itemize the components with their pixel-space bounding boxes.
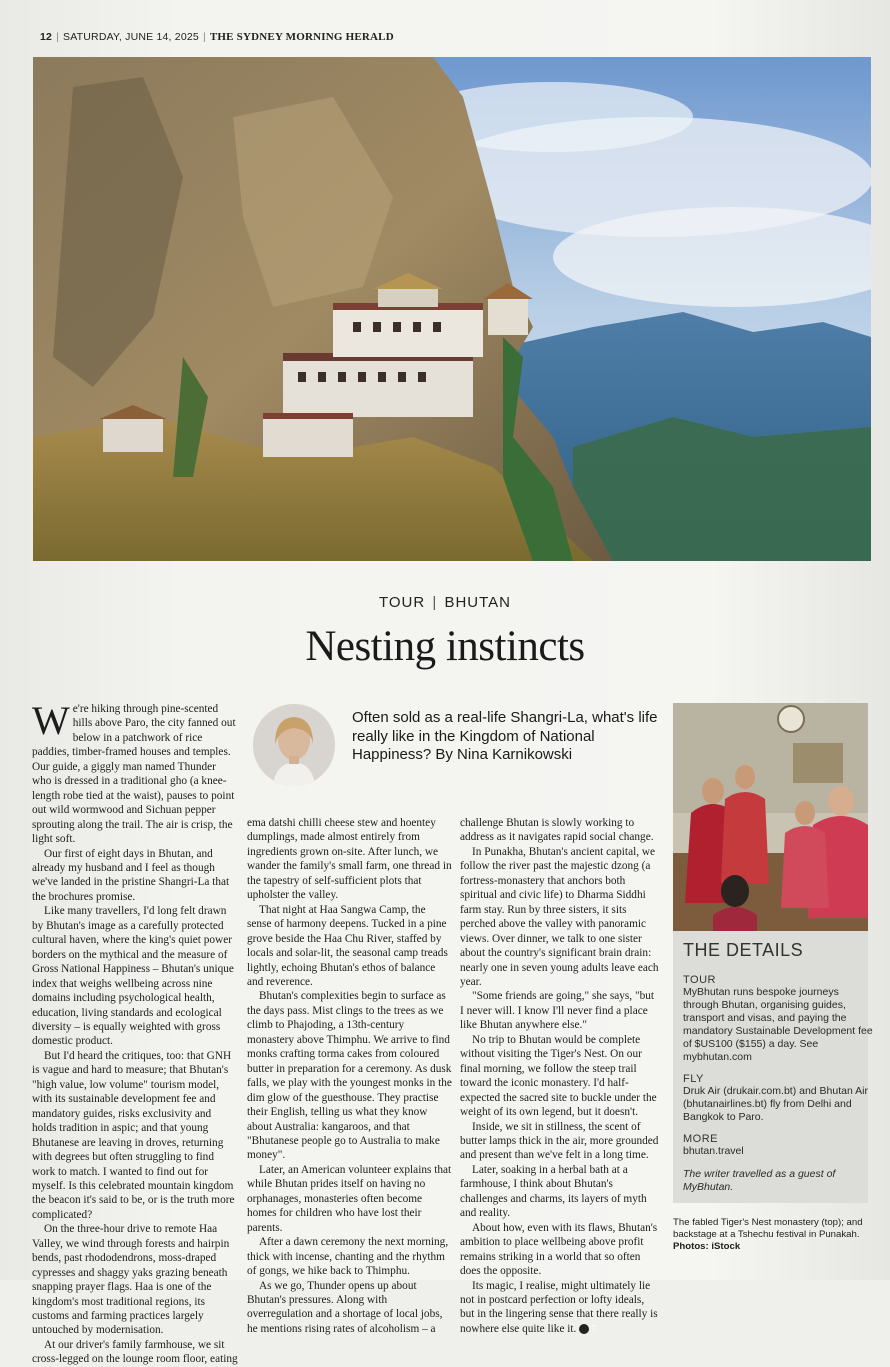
section-kicker: TOUR | BHUTAN [378, 594, 512, 611]
photo-caption [673, 1217, 878, 1253]
article-paragraph: On the three-hour drive to remote Haa Valley, we wind through forests and hairpin bends, past rhododendrons, moss-draped cypresses and shaggy yaks grazing beneath snapping prayer flags. Haa is one of the kingdom's most traditional regions, its customs and farming practices largely untouched by modernisation. [32, 1223, 230, 1337]
author-portrait [253, 704, 335, 786]
article-paragraph: Later, an American volunteer explains that while Bhutan prides itself on having no orphanages, monasteries often become homes for children who have lost their parents. [247, 1163, 452, 1234]
article-paragraph: Its magic, I realise, might ultimately lie not in postcard perfection or lofty ideals, but in the lingering sense that there really is nowhere else quite like it. T [460, 1279, 658, 1335]
article-paragraph: But I'd heard the critiques, too: that GNH is vague and hard to measure; that Bhutan's "high value, low volume" tourism model, with its sustainable development fee and mandatory guides, risks exclusivity and holds tradition in aspic; and that young Bhutanese are leaving in droves, returning with degrees but often struggling to find work to match. I wanted to find out for myself. Is this celebrated mountain kingdom the beacon it's said to be, or is the truth more complicated? [32, 1049, 235, 1221]
article-paragraph: As we go, Thunder opens up about Bhutan's pressures. Along with overregulation and a shortage of local jobs, he mentions rising rates of alcoholism – a [247, 1279, 443, 1335]
article-paragraph: Bhutan's complexities begin to surface as the days pass. Mist clings to the trees as we climb to Phajoding, a 13th-century monastery above Thimphu. We arrive to find monks crafting torma cakes from coloured butter in preparation for a ceremony. As dusk falls, we play with the youngest monks in the dim glow of the guesthouse. They practise their English, telling us what they know about Australia: kangaroos, and that "Bhutanese people go to Australia to make money". [247, 990, 452, 1162]
article-paragraph: ema datshi chilli cheese stew and hoentey dumplings, made almost entirely from ingredients grown on-site. After lunch, we wander the family's small farm, one thread in the tapestry of self-sufficient plots that upholster the valley. [247, 817, 452, 902]
article-paragraph: In Punakha, Bhutan's ancient capital, we follow the river past the majestic dzong (a fortress-monastery that anchors both spiritual and civic life) to Dharma Siddhi farm stay. Run by three sisters, it sits perched above the valley with panoramic views. Over dinner, we talk to one sister about the country's significant brain drain: nearly one in seven young adults leave each year. [460, 845, 659, 988]
article-column-1 [32, 698, 238, 1367]
article-column-3 [460, 816, 660, 1336]
the-details-panel [683, 940, 873, 1194]
article-paragraph: At our driver's family farmhouse, we sit cross-legged on the lounge room floor, eating [32, 1338, 238, 1366]
details-tour-text: MyBhutan runs bespoke journeys through Bhutan, organising guides, transport and visas, and paying the mandatory Sustainable Development fee of $US100 ($155) a day. See mybhutan.com [683, 986, 873, 1063]
masthead-name: THE SYDNEY MORNING HERALD [209, 31, 394, 43]
kicker-location: BHUTAN [444, 594, 512, 611]
article-paragraph: That night at Haa Sangwa Camp, the sense of harmony deepens. Tucked in a pine grove beside the Haa Chu River, staffed by locals and solar-lit, the seasonal camp treads lightly, echoing Bhutan's ethos of balance and reverence. [247, 903, 448, 988]
article-paragraph: challenge Bhutan is slowly working to address as it navigates rapid social change. [460, 817, 654, 844]
article-paragraph: Inside, we sit in stillness, the scent of butter lamps thick in the air, more grounded and present than we've felt in a long time. [460, 1120, 659, 1162]
details-fly-label: FLY [683, 1073, 704, 1085]
article-paragraph: Later, soaking in a herbal bath at a farmhouse, I think about Bhutan's challenges and charms, its layers of myth and reality. [460, 1163, 647, 1220]
page-number: 12 [40, 31, 53, 43]
headline: Nesting instincts [305, 623, 585, 670]
end-mark-icon: T [579, 1324, 589, 1334]
page-folio: 12 | SATURDAY, JUNE 14, 2025 | THE SYDNEY MORNING HERALD [40, 31, 394, 43]
photo-credit: Photos: iStock [673, 1241, 741, 1252]
hero-photo [33, 57, 871, 561]
article-column-2 [247, 816, 452, 1336]
details-disclosure-note: The writer travelled as a guest of MyBhutan. [683, 1168, 836, 1193]
article-paragraph: About how, even with its flaws, Bhutan's ambition to place wellbeing above profit remains striking in a world that so often does the opposite. [460, 1221, 658, 1278]
festival-photo [673, 703, 868, 931]
article-paragraph: After a dawn ceremony the next morning, thick with incense, chanting and the rhythm of gongs, we hike back to Thimphu. [247, 1236, 449, 1278]
caption-text: The fabled Tiger's Nest monastery (top); and backstage at a Tshechu festival in Punakah. [673, 1217, 863, 1240]
kicker-section: TOUR [378, 594, 426, 611]
article-paragraph: Our first of eight days in Bhutan, and already my husband and I feel as though we've landed in the pristine Shangri-La that the brochures promise. [32, 847, 230, 903]
standfirst: Often sold as a real-life Shangri-La, what's life really like in the Kingdom of National Happiness? By Nina Karnikowski [352, 709, 658, 763]
article-paragraph: "Some friends are going," she says, "but I never will. I know I'll never find a place like Bhutan anywhere else." [460, 990, 655, 1032]
article-paragraph: We're hiking through pine-scented hills above Paro, the city fanned out below in a patchwork of rice paddies, timber-framed houses and temples. Our guide, a giggly man named Thunder who is dressed in a traditional gho (a knee-length robe tied at the waist), pauses to point out wild wormwood and Sichuan pepper sprouting along the trail. The air is crisp, the light soft. [32, 698, 236, 846]
details-fly-text: Druk Air (drukair.com.bt) and Bhutan Air (bhutanairlines.bt) fly from Delhi and Bangkok to Paro. [683, 1085, 868, 1123]
issue-date: SATURDAY, JUNE 14, 2025 [63, 31, 199, 43]
details-more-text: bhutan.travel [683, 1145, 744, 1157]
article-paragraph: No trip to Bhutan would be complete without visiting the Tiger's Nest. On our final morning, we follow the steep trail toward the iconic monastery. I'd half-expected the sacred site to buckle under the weight of its own legend, but it doesn't. [460, 1033, 657, 1119]
article-paragraph: Like many travellers, I'd long felt drawn by Bhutan's image as a carefully protected cultural haven, where the king's quiet power borders on the mythical and the measure of Gross National Happiness – Bhutan's unique index that weighs wellbeing across nine domains including psychological health, education, living standards and ecological diversity – is equally weighted with gross domestic product. [32, 905, 234, 1048]
details-heading: THE DETAILS [683, 940, 804, 960]
details-more-label: MORE [683, 1133, 718, 1145]
details-tour-label: TOUR [683, 974, 716, 986]
drop-cap: W [32, 698, 70, 743]
